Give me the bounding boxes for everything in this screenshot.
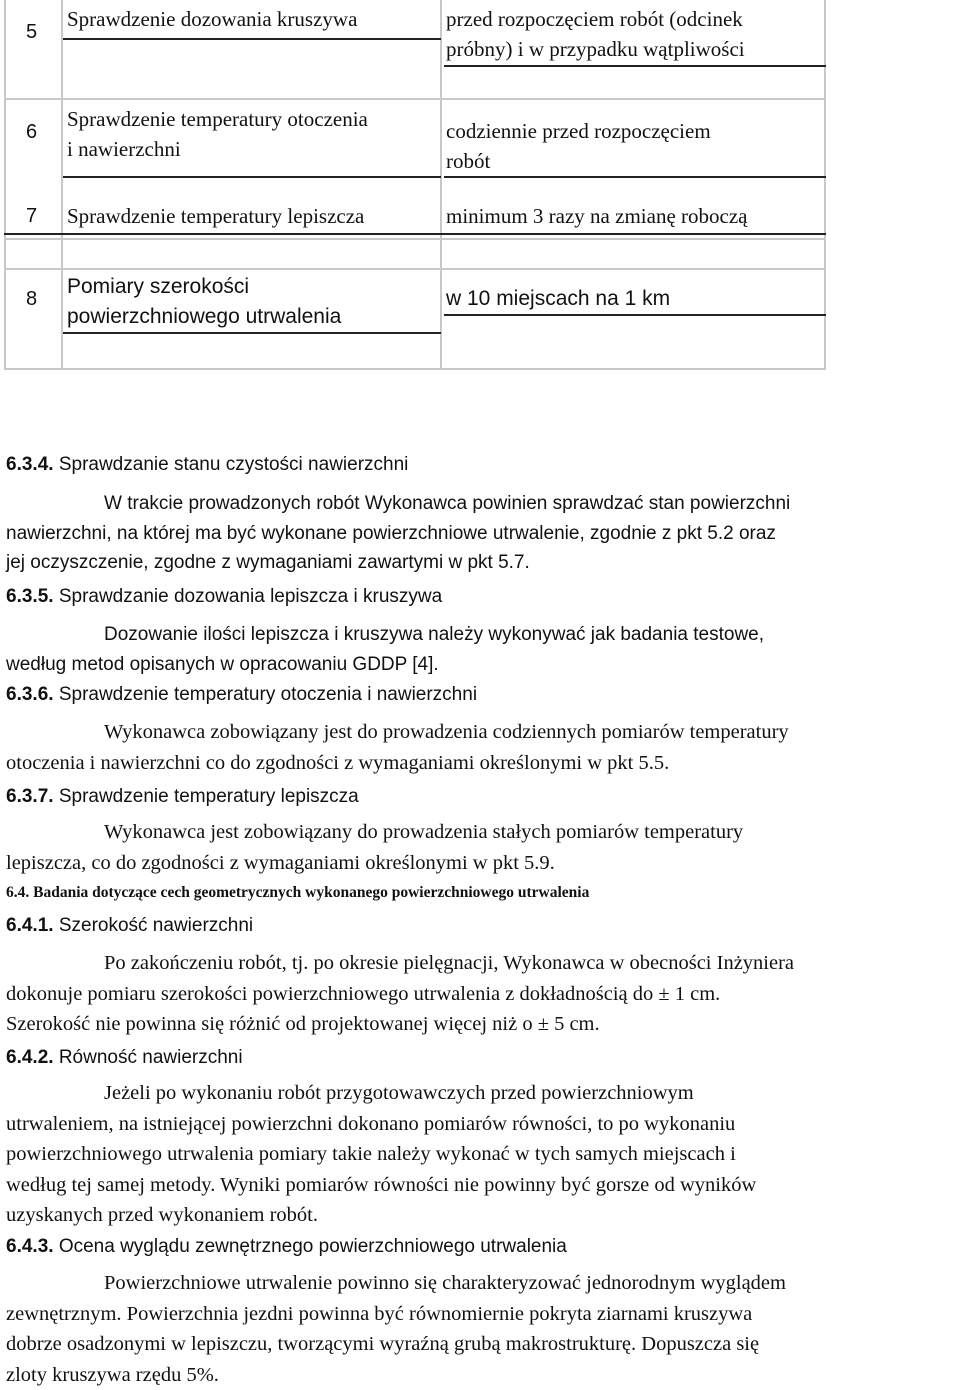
paragraph-line <box>6 489 958 519</box>
paragraph-line: według metod opisanych w opracowaniu GDDP [4]. <box>6 650 958 680</box>
table-col-divider <box>61 0 63 370</box>
row-number: 5 <box>26 17 37 47</box>
paragraph-line: utrwaleniem, na istniejącej powierzchni dokonano pomiarów równości, to po wykonaniu <box>6 1109 958 1140</box>
section-paragraph <box>6 489 958 578</box>
section-number: 6.4. <box>6 884 29 901</box>
paragraph-line <box>6 717 958 748</box>
line-text: Dozowanie ilości lepiszcza i kruszywa należy wykonywać jak badania testowe, <box>104 624 764 645</box>
frequency-cell: codziennie przed rozpoczęciem <box>446 116 711 146</box>
section-title: Sprawdzanie stanu czystości nawierzchni <box>59 454 409 475</box>
paragraph-line: dobrze osadzonymi w lepiszczu, tworzącymi wyraźną grubą makrostrukturę. Dopuszcza się <box>6 1329 958 1360</box>
line-text: Po zakończeniu robót, tj. po okresie pielęgnacji, Wykonawca w obecności Inżyniera <box>104 952 794 974</box>
line-text: Powierzchniowe utrwalenie powinno się charakteryzować jednorodnym wyglądem <box>104 1272 786 1294</box>
paragraph-line: Szerokość nie powinna się różnić od projektowanej więcej niż o ± 5 cm. <box>6 1009 958 1040</box>
section-paragraph <box>6 620 958 679</box>
section-paragraph <box>6 1268 958 1390</box>
table-border-left <box>4 0 6 370</box>
frequency-cell: w 10 miejscach na 1 km <box>446 284 670 314</box>
table-row-divider <box>4 268 826 270</box>
section-title: Sprawdzenie temperatury lepiszcza <box>59 786 359 807</box>
section-heading <box>6 684 477 706</box>
section-heading <box>6 454 408 476</box>
paragraph-line: uzyskanych przed wykonaniem robót. <box>6 1200 958 1231</box>
line-text: W trakcie prowadzonych robót Wykonawca powinien sprawdzać stan powierzchni <box>104 493 790 514</box>
section-heading <box>6 884 589 902</box>
quality-control-table <box>4 0 826 370</box>
section-paragraph <box>6 1078 958 1231</box>
table-col-divider <box>440 0 442 370</box>
cell-underline <box>63 332 441 334</box>
paragraph-line: według tej samej metody. Wyniki pomiarów równości nie powinny być gorsze od wyników <box>6 1170 958 1201</box>
row-number: 8 <box>26 284 37 314</box>
frequency-cell: przed rozpoczęciem robót (odcinek <box>446 4 743 34</box>
paragraph-line: dokonuje pomiaru szerokości powierzchniowego utrwalenia z dokładnością do ± 1 cm. <box>6 979 958 1010</box>
paragraph-line: zloty kruszywa rzędu 5%. <box>6 1360 958 1390</box>
paragraph-line: jej oczyszczenie, zgodne z wymaganiami zawartymi w pkt 5.7. <box>6 548 958 578</box>
section-heading <box>6 786 359 808</box>
section-title: Sprawdzanie dozowania lepiszcza i kruszywa <box>59 586 442 607</box>
row-number: 6 <box>26 117 37 147</box>
table-row-divider <box>4 238 826 240</box>
section-number: 6.3.7. <box>6 786 54 807</box>
paragraph-line <box>6 1268 958 1299</box>
section-paragraph <box>6 948 958 1040</box>
table-row-divider <box>4 98 826 100</box>
section-heading <box>6 1047 243 1069</box>
row-number: 7 <box>26 201 37 231</box>
section-heading <box>6 915 253 937</box>
paragraph-line <box>6 817 958 848</box>
section-title: Szerokość nawierzchni <box>59 915 253 936</box>
paragraph-line: powierzchniowego utrwalenia pomiary takie należy wykonać w tych samych miejscach i <box>6 1139 958 1170</box>
section-paragraph <box>6 817 958 878</box>
frequency-cell: robót <box>446 146 490 176</box>
section-number: 6.4.3. <box>6 1236 54 1257</box>
cell-underline <box>444 314 826 316</box>
line-text: Wykonawca zobowiązany jest do prowadzenia codziennych pomiarów temperatury <box>104 721 789 743</box>
paragraph-line: otoczenia i nawierzchni co do zgodności z wymaganiami określonymi w pkt 5.5. <box>6 748 958 779</box>
paragraph-line: nawierzchni, na której ma być wykonane powierzchniowe utrwalenie, zgodnie z pkt 5.2 oraz <box>6 519 958 549</box>
table-border-bottom <box>4 368 826 370</box>
section-number: 6.4.2. <box>6 1047 54 1068</box>
section-number: 6.3.5. <box>6 586 54 607</box>
check-cell: i nawierzchni <box>67 134 181 164</box>
check-cell: powierzchniowego utrwalenia <box>67 302 341 332</box>
check-cell: Sprawdzenie temperatury lepiszcza <box>67 201 364 231</box>
section-paragraph <box>6 717 958 778</box>
paragraph-line <box>6 620 958 650</box>
line-text: Wykonawca jest zobowiązany do prowadzenia stałych pomiarów temperatury <box>104 821 743 843</box>
cell-underline <box>4 233 826 235</box>
section-number: 6.3.4. <box>6 454 54 475</box>
section-title: Równość nawierzchni <box>59 1047 243 1068</box>
check-cell: Pomiary szerokości <box>67 272 249 302</box>
paragraph-line <box>6 948 958 979</box>
check-cell: Sprawdzenie dozowania kruszywa <box>67 4 357 34</box>
cell-underline <box>444 176 826 178</box>
check-cell: Sprawdzenie temperatury otoczenia <box>67 104 368 134</box>
cell-underline <box>63 176 441 178</box>
section-title: Ocena wyglądu zewnętrznego powierzchniowego utrwalenia <box>59 1236 567 1257</box>
section-number: 6.3.6. <box>6 684 54 705</box>
frequency-cell: minimum 3 razy na zmianę roboczą <box>446 201 747 231</box>
cell-underline <box>63 38 441 40</box>
paragraph-line: lepiszcza, co do zgodności z wymaganiami określonymi w pkt 5.9. <box>6 848 958 879</box>
paragraph-line: zewnętrznym. Powierzchnia jezdni powinna być równomiernie pokryta ziarnami kruszywa <box>6 1299 958 1330</box>
section-heading <box>6 1236 567 1258</box>
section-number: 6.4.1. <box>6 915 54 936</box>
frequency-cell: próbny) i w przypadku wątpliwości <box>446 34 745 64</box>
paragraph-line <box>6 1078 958 1109</box>
cell-underline <box>444 65 826 67</box>
section-title: Badania dotyczące cech geometrycznych wykonanego powierzchniowego utrwalenia <box>33 884 589 901</box>
line-text: Jeżeli po wykonaniu robót przygotowawczych przed powierzchniowym <box>104 1082 694 1104</box>
section-title: Sprawdzenie temperatury otoczenia i nawierzchni <box>59 684 477 705</box>
section-heading <box>6 586 442 608</box>
